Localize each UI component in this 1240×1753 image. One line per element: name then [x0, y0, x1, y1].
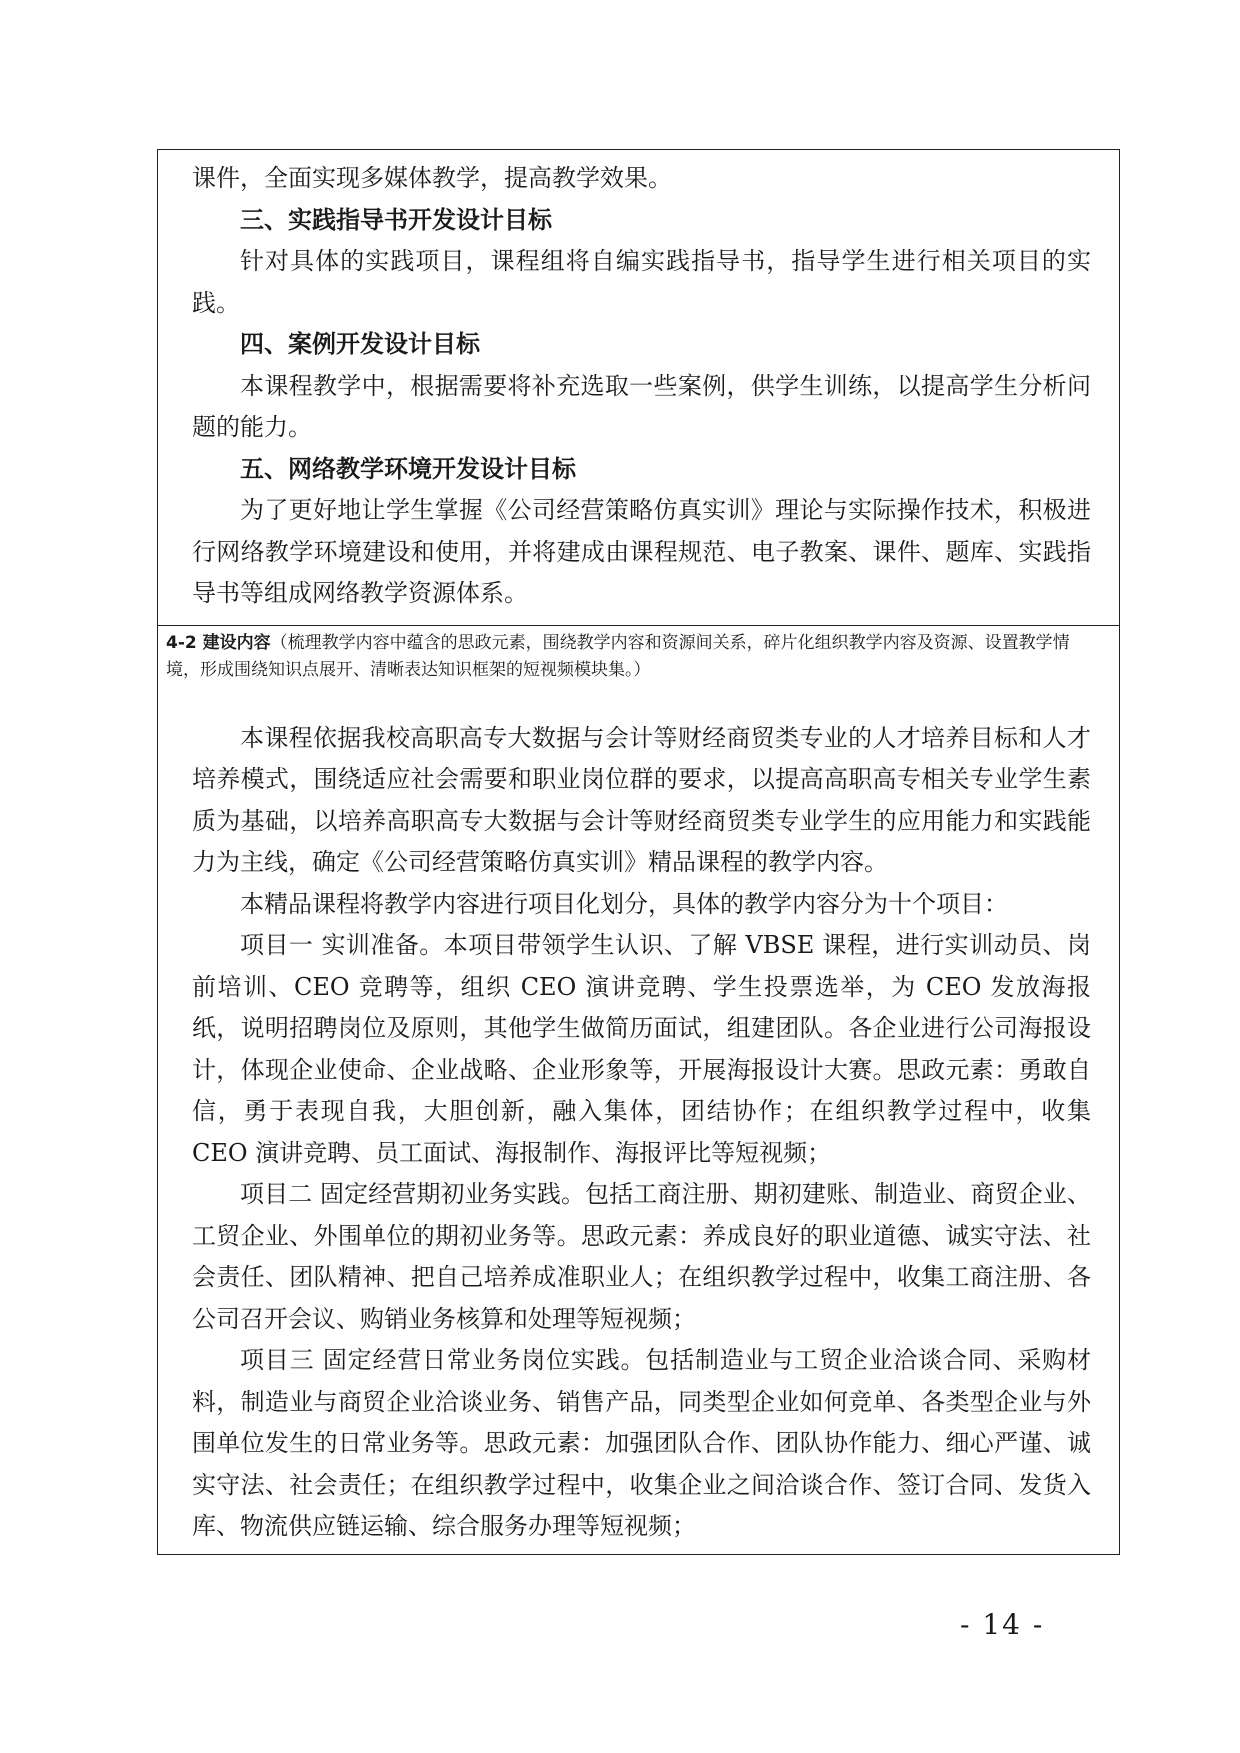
table-cell-construction-content	[158, 626, 1119, 1554]
section-note	[166, 630, 1091, 684]
table-cell-design-goals	[158, 150, 1119, 626]
page-number: - 14 -	[960, 1608, 1045, 1641]
section-label: 4-2 建设内容	[166, 632, 271, 653]
paragraph-practice-guide: 针对具体的实践项目，课程组将自编实践指导书，指导学生进行相关项目的实践。	[192, 247, 1091, 317]
section-instruction: （梳理教学内容中蕴含的思政元素，围绕教学内容和资源间关系，碎片化组织教学内容及资源、设置教学情境，形成围绕知识点展开、清晰表达知识框架的短视频模块集。）	[166, 632, 1070, 680]
heading-network-environment-goal: 五、网络教学环境开发设计目标	[240, 454, 576, 483]
heading-case-development-goal: 四、案例开发设计目标	[240, 330, 480, 358]
heading-practice-guide-goal: 三、实践指导书开发设计目标	[240, 205, 552, 234]
paragraph-project-two: 项目二 固定经营期初业务实践。包括工商注册、期初建账、制造业、商贸企业、工贸企业、外围单位的期初业务等。思政元素：养成良好的职业道德、诚实守法、社会责任、团队精神、把自己培养成准职业人；在组织教学过程中，收集工商注册、各公司召开会议、购销业务核算和处理等短视频；	[192, 1180, 1091, 1333]
paragraph-continuation: 课件，全面实现多媒体教学，提高教学效果。	[192, 164, 672, 192]
paragraph-project-three: 项目三 固定经营日常业务岗位实践。包括制造业与工贸企业洽谈合同、采购材料，制造业与商贸企业洽谈业务、销售产品，同类型企业如何竞单、各类型企业与外围单位发生的日常业务等。思政元素：加强团队合作、团队协作能力、细心严谨、诚实守法、社会责任；在组织教学过程中，收集企业之间洽谈合作、签订合同、发货入库、物流供应链运输、综合服务办理等短视频；	[192, 1346, 1091, 1540]
paragraph-project-one: 项目一 实训准备。本项目带领学生认识、了解 VBSE 课程，进行实训动员、岗前培训、CEO 竞聘等，组织 CEO 演讲竞聘、学生投票选举，为 CEO 发放海报纸，说明招聘岗位及原则，其他学生做简历面试，组建团队。各企业进行公司海报设计，体现企业使命、企业战略、企业形象等，开展海报设计大赛。思政元素：勇敢自信，勇于表现自我，大胆创新，融入集体，团结协作；在组织教学过程中，收集 CEO 演讲竞聘、员工面试、海报制作、海报评比等短视频；	[192, 931, 1091, 1167]
paragraph-case-development: 本课程教学中，根据需要将补充选取一些案例，供学生训练，以提高学生分析问题的能力。	[192, 371, 1091, 441]
paragraph-network-environment: 为了更好地让学生掌握《公司经营策略仿真实训》理论与实际操作技术，积极进行网络教学环境建设和使用，并将建成由课程规范、电子教案、课件、题库、实践指导书等组成网络教学资源体系。	[192, 496, 1091, 607]
paragraph-course-basis: 本课程依据我校高职高专大数据与会计等财经商贸类专业的人才培养目标和人才培养模式，围绕适应社会需要和职业岗位群的要求，以提高高职高专相关专业学生素质为基础，以培养高职高专大数据与会计等财经商贸类专业学生的应用能力和实践能力为主线，确定《公司经营策略仿真实训》精品课程的教学内容。	[192, 723, 1091, 876]
paragraph-project-division: 本精品课程将教学内容进行项目化划分，具体的教学内容分为十个项目：	[240, 889, 1008, 918]
content-table	[157, 149, 1120, 1555]
